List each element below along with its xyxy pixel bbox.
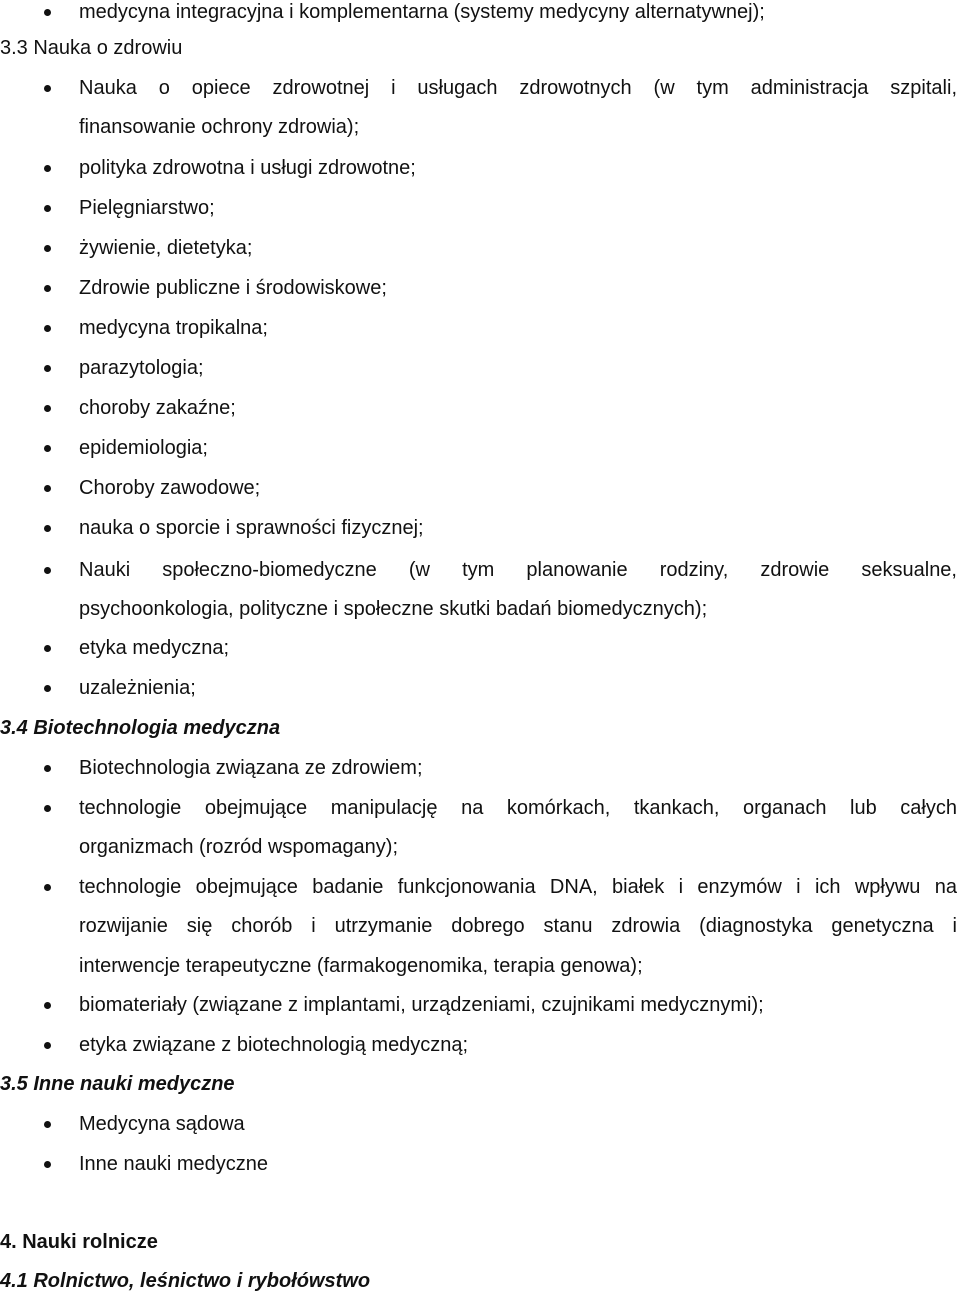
bullet-icon [44,685,51,692]
bullet-icon [44,645,51,652]
list-item-text: polityka zdrowotna i usługi zdrowotne; [79,157,416,179]
bullet-icon [44,9,51,16]
bullet-icon [44,405,51,412]
bullet-icon [44,884,51,891]
list-item-text: Inne nauki medyczne [79,1153,269,1175]
list-item-text: technologie obejmujące manipulację na komórkach, tkankach, organach lub całych [79,797,957,819]
list-item-text: medycyna integracyjna i komplementarna (systemy medycyny alternatywnej); [79,1,765,23]
bullet-icon [44,445,51,452]
bullet-icon [44,245,51,252]
list-item-text: żywienie, dietetyka; [79,237,253,259]
list-item-text: interwencje terapeutyczne (farmakogenomika, terapia genowa); [79,954,643,977]
list-item-text: Biotechnologia związana ze zdrowiem; [79,757,423,779]
bullet-icon [44,205,51,212]
list-item-text: medycyna tropikalna; [79,317,268,339]
bullet-icon [44,1161,51,1168]
section-heading: 3.5 Inne nauki medyczne [0,1073,235,1095]
list-item-text: choroby zakaźne; [79,397,236,419]
section-heading: 4.1 Rolnictwo, leśnictwo i rybołówstwo [0,1270,371,1292]
bullet-icon [44,805,51,812]
list-item-text: etyka związane z biotechnologią medyczną; [79,1034,469,1056]
list-item-text: psychoonkologia, polityczne i społeczne skutki badań biomedycznych); [79,598,708,621]
bullet-icon [44,525,51,532]
list-item-text: epidemiologia; [79,437,208,459]
section-heading: 3.4 Biotechnologia medyczna [0,717,281,739]
bullet-icon [44,165,51,172]
list-item-text: Nauki społeczno-biomedyczne (w tym planowanie rodziny, zdrowie seksualne, [79,559,957,581]
bullet-icon [44,365,51,372]
bullet-icon [44,285,51,292]
list-item-text: parazytologia; [79,357,204,379]
list-item-text: biomateriały (związane z implantami, urządzeniami, czujnikami medycznymi); [79,994,764,1016]
bullet-icon [44,1042,51,1049]
list-item-text: Nauka o opiece zdrowotnej i usługach zdrowotnych (w tym administracja szpitali, [79,77,957,99]
list-item-text: technologie obejmujące badanie funkcjonowania DNA, białek i enzymów i ich wpływu na [79,876,957,898]
list-item-text: uzależnienia; [79,677,196,699]
bullet-icon [44,765,51,772]
list-item-text: Choroby zawodowe; [79,477,261,499]
bullet-icon [44,567,51,574]
bullet-icon [44,325,51,332]
list-item-text: Zdrowie publiczne i środowiskowe; [79,277,387,299]
bullet-icon [44,85,51,92]
list-item-text: finansowanie ochrony zdrowia); [79,116,360,139]
list-item-text: Pielęgniarstwo; [79,197,215,219]
list-item-text: nauka o sporcie i sprawności fizycznej; [79,517,424,539]
list-item-text: Medycyna sądowa [79,1113,245,1135]
list-item-text: rozwijanie się chorób i utrzymanie dobrego stanu zdrowia (diagnostyka genetyczna i [79,915,957,938]
bullet-icon [44,1121,51,1128]
list-item-text: organizmach (rozród wspomagany); [79,836,399,859]
list-item-text: etyka medyczna; [79,637,230,659]
bullet-icon [44,1002,51,1009]
bullet-icon [44,485,51,492]
section-heading: 3.3 Nauka o zdrowiu [0,37,183,59]
section-heading: 4. Nauki rolnicze [0,1231,158,1253]
